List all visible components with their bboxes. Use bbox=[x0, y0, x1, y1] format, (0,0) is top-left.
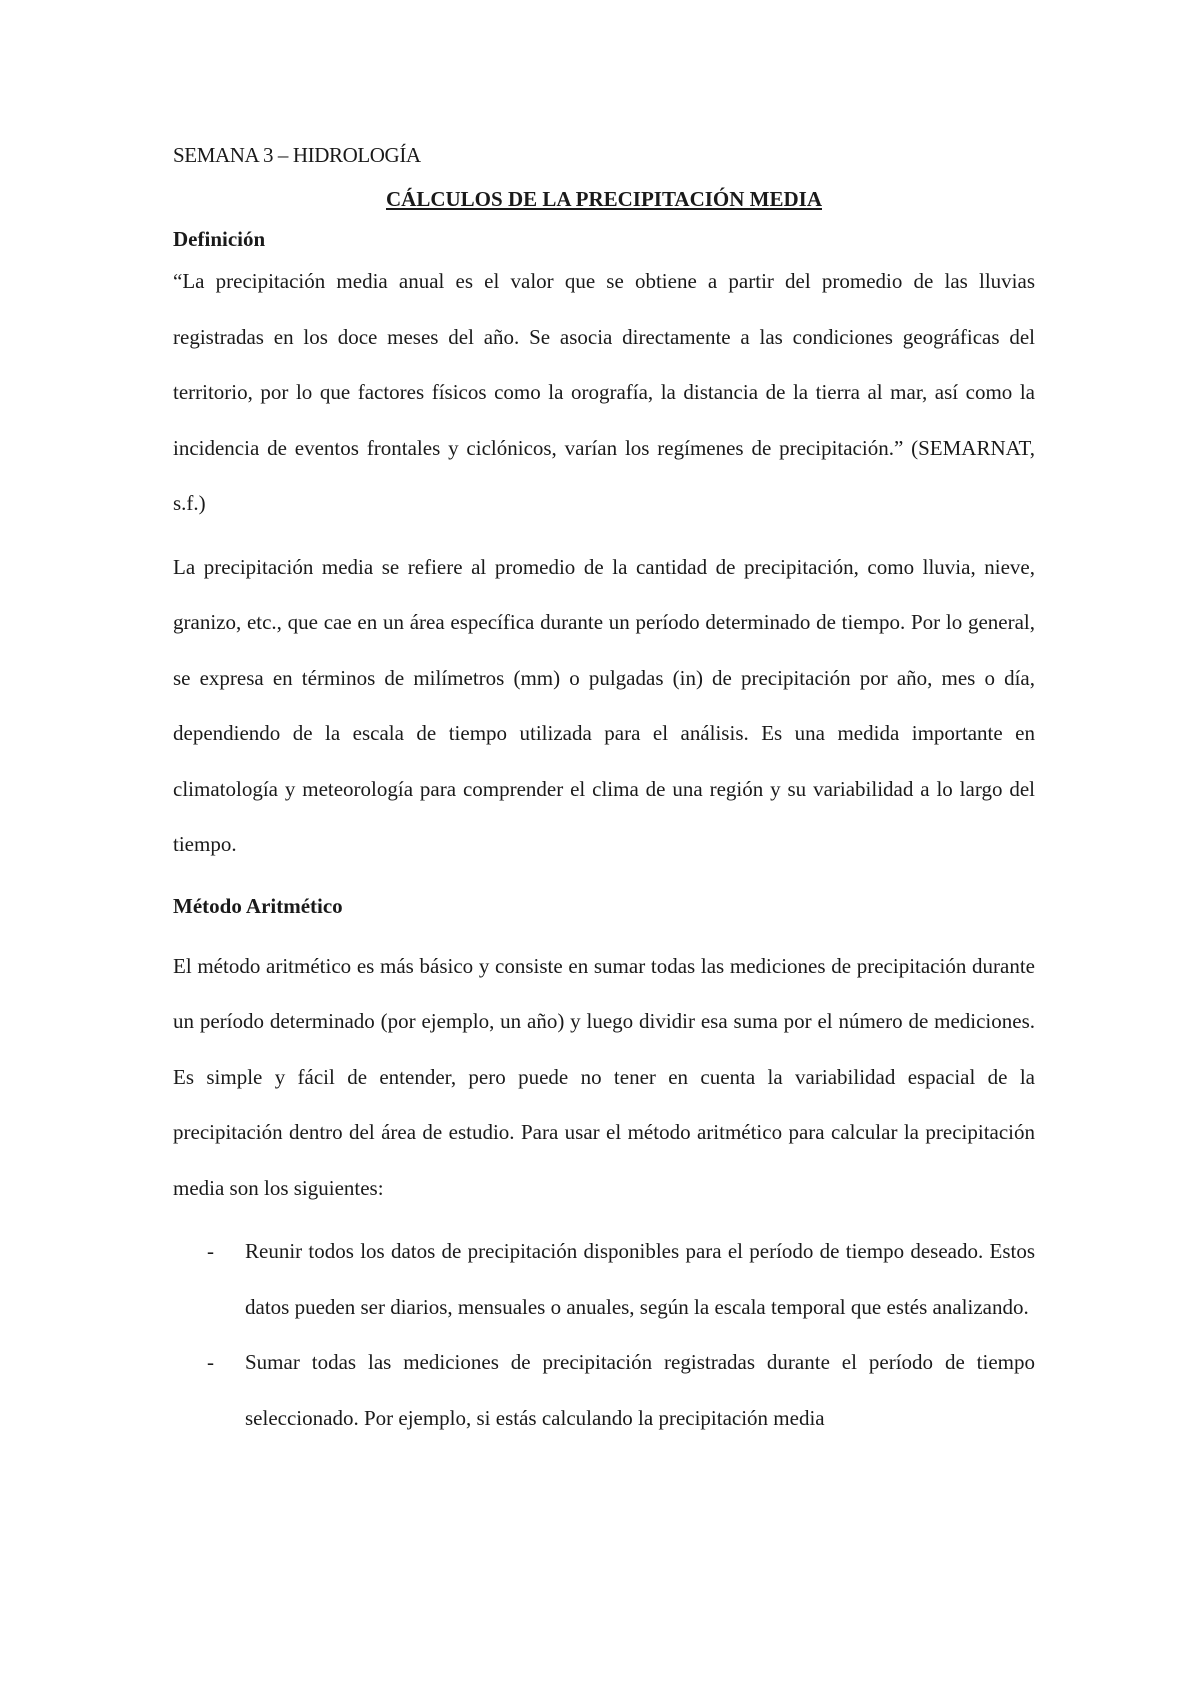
page-title: CÁLCULOS DE LA PRECIPITACIÓN MEDIA bbox=[386, 187, 822, 211]
arithmetic-heading: Método Aritmético bbox=[173, 893, 343, 918]
bullet-marker: - bbox=[207, 1350, 214, 1374]
bullet-marker: - bbox=[207, 1239, 214, 1263]
steps-list bbox=[173, 1224, 1035, 1446]
step-text: Sumar todas las mediciones de precipitación registradas durante el período de tiempo seleccionado. Por ejemplo, si estás calculando la precipitación media bbox=[245, 1350, 1035, 1430]
document-page bbox=[173, 140, 1035, 1446]
step-text: Reunir todos los datos de precipitación disponibles para el período de tiempo deseado. Estos datos pueden ser diarios, mensuales o anuales, según la escala temporal que estés analizando. bbox=[245, 1239, 1035, 1319]
list-item bbox=[173, 1224, 1035, 1335]
arithmetic-paragraph: El método aritmético es más básico y consiste en sumar todas las mediciones de precipitación durante un período determinado (por ejemplo, un año) y luego dividir esa suma por el número de mediciones. Es simple y fácil de entender, pero puede no tener en cuenta la variabilidad espacial de la precipitación dentro del área de estudio. Para usar el método aritmético para calcular la precipitación media son los siguientes: bbox=[173, 953, 1035, 1200]
course-header: SEMANA 3 – HIDROLOGÍA bbox=[173, 143, 421, 167]
definition-quote: “La precipitación media anual es el valor que se obtiene a partir del promedio de las lluvias registradas en los doce meses del año. Se asocia directamente a las condiciones geográficas del territorio, por lo que factores físicos como la orografía, la distancia de la tierra al mar, así como la incidencia de eventos frontales y ciclónicos, varían los regímenes de precipitación.” (SEMARNAT, s.f.) bbox=[173, 269, 1035, 515]
definition-paragraph: La precipitación media se refiere al promedio de la cantidad de precipitación, como lluvia, nieve, granizo, etc., que cae en un área específica durante un período determinado de tiempo. Por lo general, se expresa en términos de milímetros (mm) o pulgadas (in) de precipitación por año, mes o día, dependiendo de la escala de tiempo utilizada para el análisis. Es una medida importante en climatología y meteorología para comprender el clima de una región y su variabilidad a lo largo del tiempo. bbox=[173, 554, 1035, 856]
definition-heading: Definición bbox=[173, 227, 266, 251]
list-item bbox=[173, 1335, 1035, 1446]
